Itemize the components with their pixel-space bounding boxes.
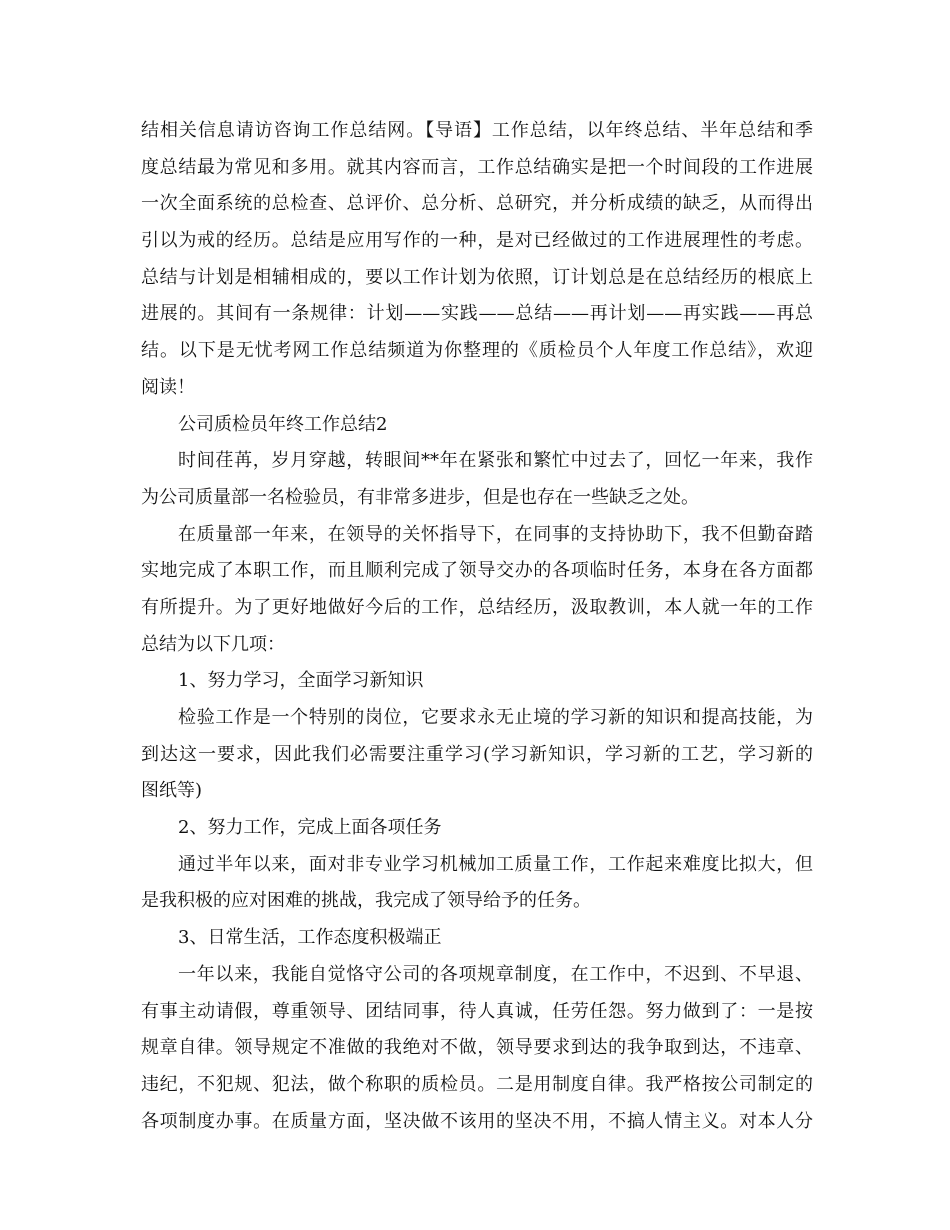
text-line: 有所提升。为了更好地做好今后的工作，总结经历，汲取教训，本人就一年的工作 [141,596,813,618]
text-line: 有事主动请假，尊重领导、团结同事，待人真诚，任劳任怨。努力做到了：一是按 [141,1000,813,1022]
text-line: 总结为以下几项： [141,633,285,655]
text-line: 结。以下是无忧考网工作总结频道为你整理的《质检员个人年度工作总结》，欢迎 [141,340,813,362]
text-line: 检验工作是一个特别的岗位，它要求永无止境的学习新的知识和提高技能，为 [178,707,813,728]
text-line: 规章自律。领导规定不准做的我绝对不做，领导要求到达的我争取到达，不违章、 [141,1037,813,1059]
document-body [141,113,813,1140]
text-line: 时间荏苒，岁月穿越，转眼间**年在紧张和繁忙中过去了，回忆一年来，我作 [178,450,813,472]
text-line: 引以为戒的经历。总结是应用写作的一种，是对已经做过的工作进展理性的考虑。 [141,230,813,252]
section-heading: 2、努力工作，完成上面各项任务 [178,817,442,839]
text-line: 总结与计划是相辅相成的，要以工作计划为依照，订计划总是在总结经历的根底上 [141,266,813,288]
text-line: 通过半年以来，面对非专业学习机械加工质量工作，工作起来难度比拟大，但 [178,853,813,875]
text-line: 图纸等) [141,780,203,802]
text-line: 为公司质量部一名检验员，有非常多进步，但是也存在一些缺乏之处。 [141,486,699,508]
text-line: 度总结最为常见和多用。就其内容而言，工作总结确实是把一个时间段的工作进展 [141,156,813,178]
text-line: 在质量部一年来，在领导的关怀指导下，在同事的支持协助下，我不但勤奋踏 [178,523,813,545]
text-line: 违纪，不犯规、犯法，做个称职的质检员。二是用制度自律。我严格按公司制定的 [141,1073,813,1095]
text-line: 一次全面系统的总检查、总评价、总分析、总研究，并分析成绩的缺乏，从而得出 [141,193,813,215]
text-line: 到达这一要求，因此我们必需要注重学习(学习新知识，学习新的工艺，学习新的 [141,743,813,765]
text-line: 实地完成了本职工作，而且顺利完成了领导交办的各项临时任务，本身在各方面都 [141,560,813,582]
text-line: 进展的。其间有一条规律：计划——实践——总结——再计划——再实践——再总 [141,303,813,325]
text-line: 各项制度办事。在质量方面，坚决做不该用的坚决不用，不搞人情主义。对本人分 [141,1110,813,1132]
text-line: 结相关信息请访咨询工作总结网。【导语】工作总结，以年终总结、半年总结和季 [141,120,813,141]
text-line: 是我积极的应对困难的挑战，我完成了领导给予的任务。 [141,890,591,912]
text-line: 阅读！ [141,376,195,398]
section-heading: 3、日常生活，工作态度积极端正 [178,927,442,949]
section-heading: 1、努力学习，全面学习新知识 [178,670,424,692]
section-heading: 公司质检员年终工作总结2 [178,413,388,435]
text-line: 一年以来，我能自觉恪守公司的各项规章制度，在工作中，不迟到、不早退、 [178,963,813,985]
